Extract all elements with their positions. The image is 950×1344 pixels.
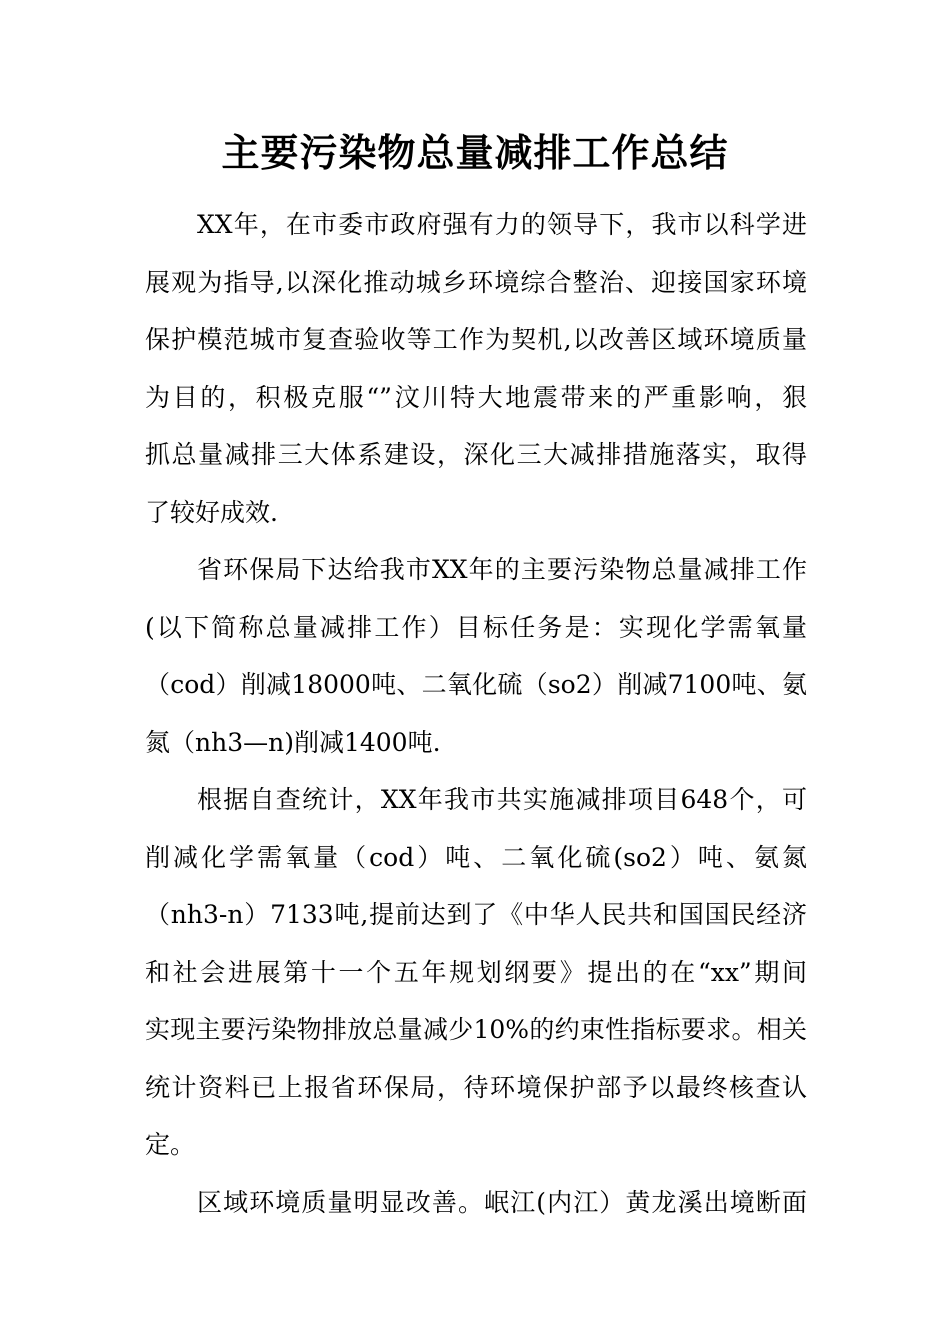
text-line: 抓总量减排三大体系建设，深化三大减排措施落实，取得 bbox=[145, 440, 807, 469]
text-line: 统计资料已上报省环保局，待环境保护部予以最终核查认 bbox=[145, 1072, 807, 1102]
text-line: 氮（nh3—n)削减1400吨. bbox=[145, 727, 441, 757]
text-line: 定。 bbox=[145, 1130, 196, 1159]
text-line: 实现主要污染物排放总量减少10%的约束性指标要求。相关 bbox=[145, 1015, 807, 1044]
text-line: 省环保局下达给我市XX年的主要污染物总量减排工作 bbox=[197, 555, 807, 584]
text-line: （cod）削减18000吨、二氧化硫（so2）削减7100吨、氨 bbox=[145, 670, 807, 699]
text-line: 根据自查统计，XX年我市共实施减排项目648个，可 bbox=[197, 785, 807, 814]
text-line: 展观为指导,以深化推动城乡环境综合整治、迎接国家环境 bbox=[145, 267, 807, 297]
text-line: 和社会进展第十一个五年规划纲要》提出的在“xx”期间 bbox=[145, 957, 807, 987]
text-line: 保护模范城市复查验收等工作为契机,以改善区域环境质量 bbox=[145, 325, 807, 354]
text-line: XX年，在市委市政府强有力的领导下，我市以科学进 bbox=[197, 210, 807, 239]
paragraph-3 bbox=[145, 771, 807, 1174]
text-line: 区域环境质量明显改善。岷江(内江）黄龙溪出境断面 bbox=[197, 1187, 807, 1217]
text-line: (以下简称总量减排工作）目标任务是：实现化学需氧量 bbox=[145, 612, 807, 642]
document-body bbox=[145, 196, 807, 1231]
text-line: 削减化学需氧量（cod）吨、二氧化硫(so2）吨、氨氮 bbox=[145, 842, 807, 872]
document-title: 主要污染物总量减排工作总结 bbox=[221, 130, 729, 175]
text-line: 为目的，积极克服“”汶川特大地震带来的严重影响，狠 bbox=[145, 382, 807, 412]
paragraph-1 bbox=[145, 196, 807, 541]
text-line: （nh3-n）7133吨,提前达到了《中华人民共和国国民经济 bbox=[145, 900, 807, 929]
paragraph-2 bbox=[145, 541, 807, 771]
paragraph-4 bbox=[145, 1174, 807, 1232]
text-line: 了较好成效. bbox=[145, 497, 278, 527]
